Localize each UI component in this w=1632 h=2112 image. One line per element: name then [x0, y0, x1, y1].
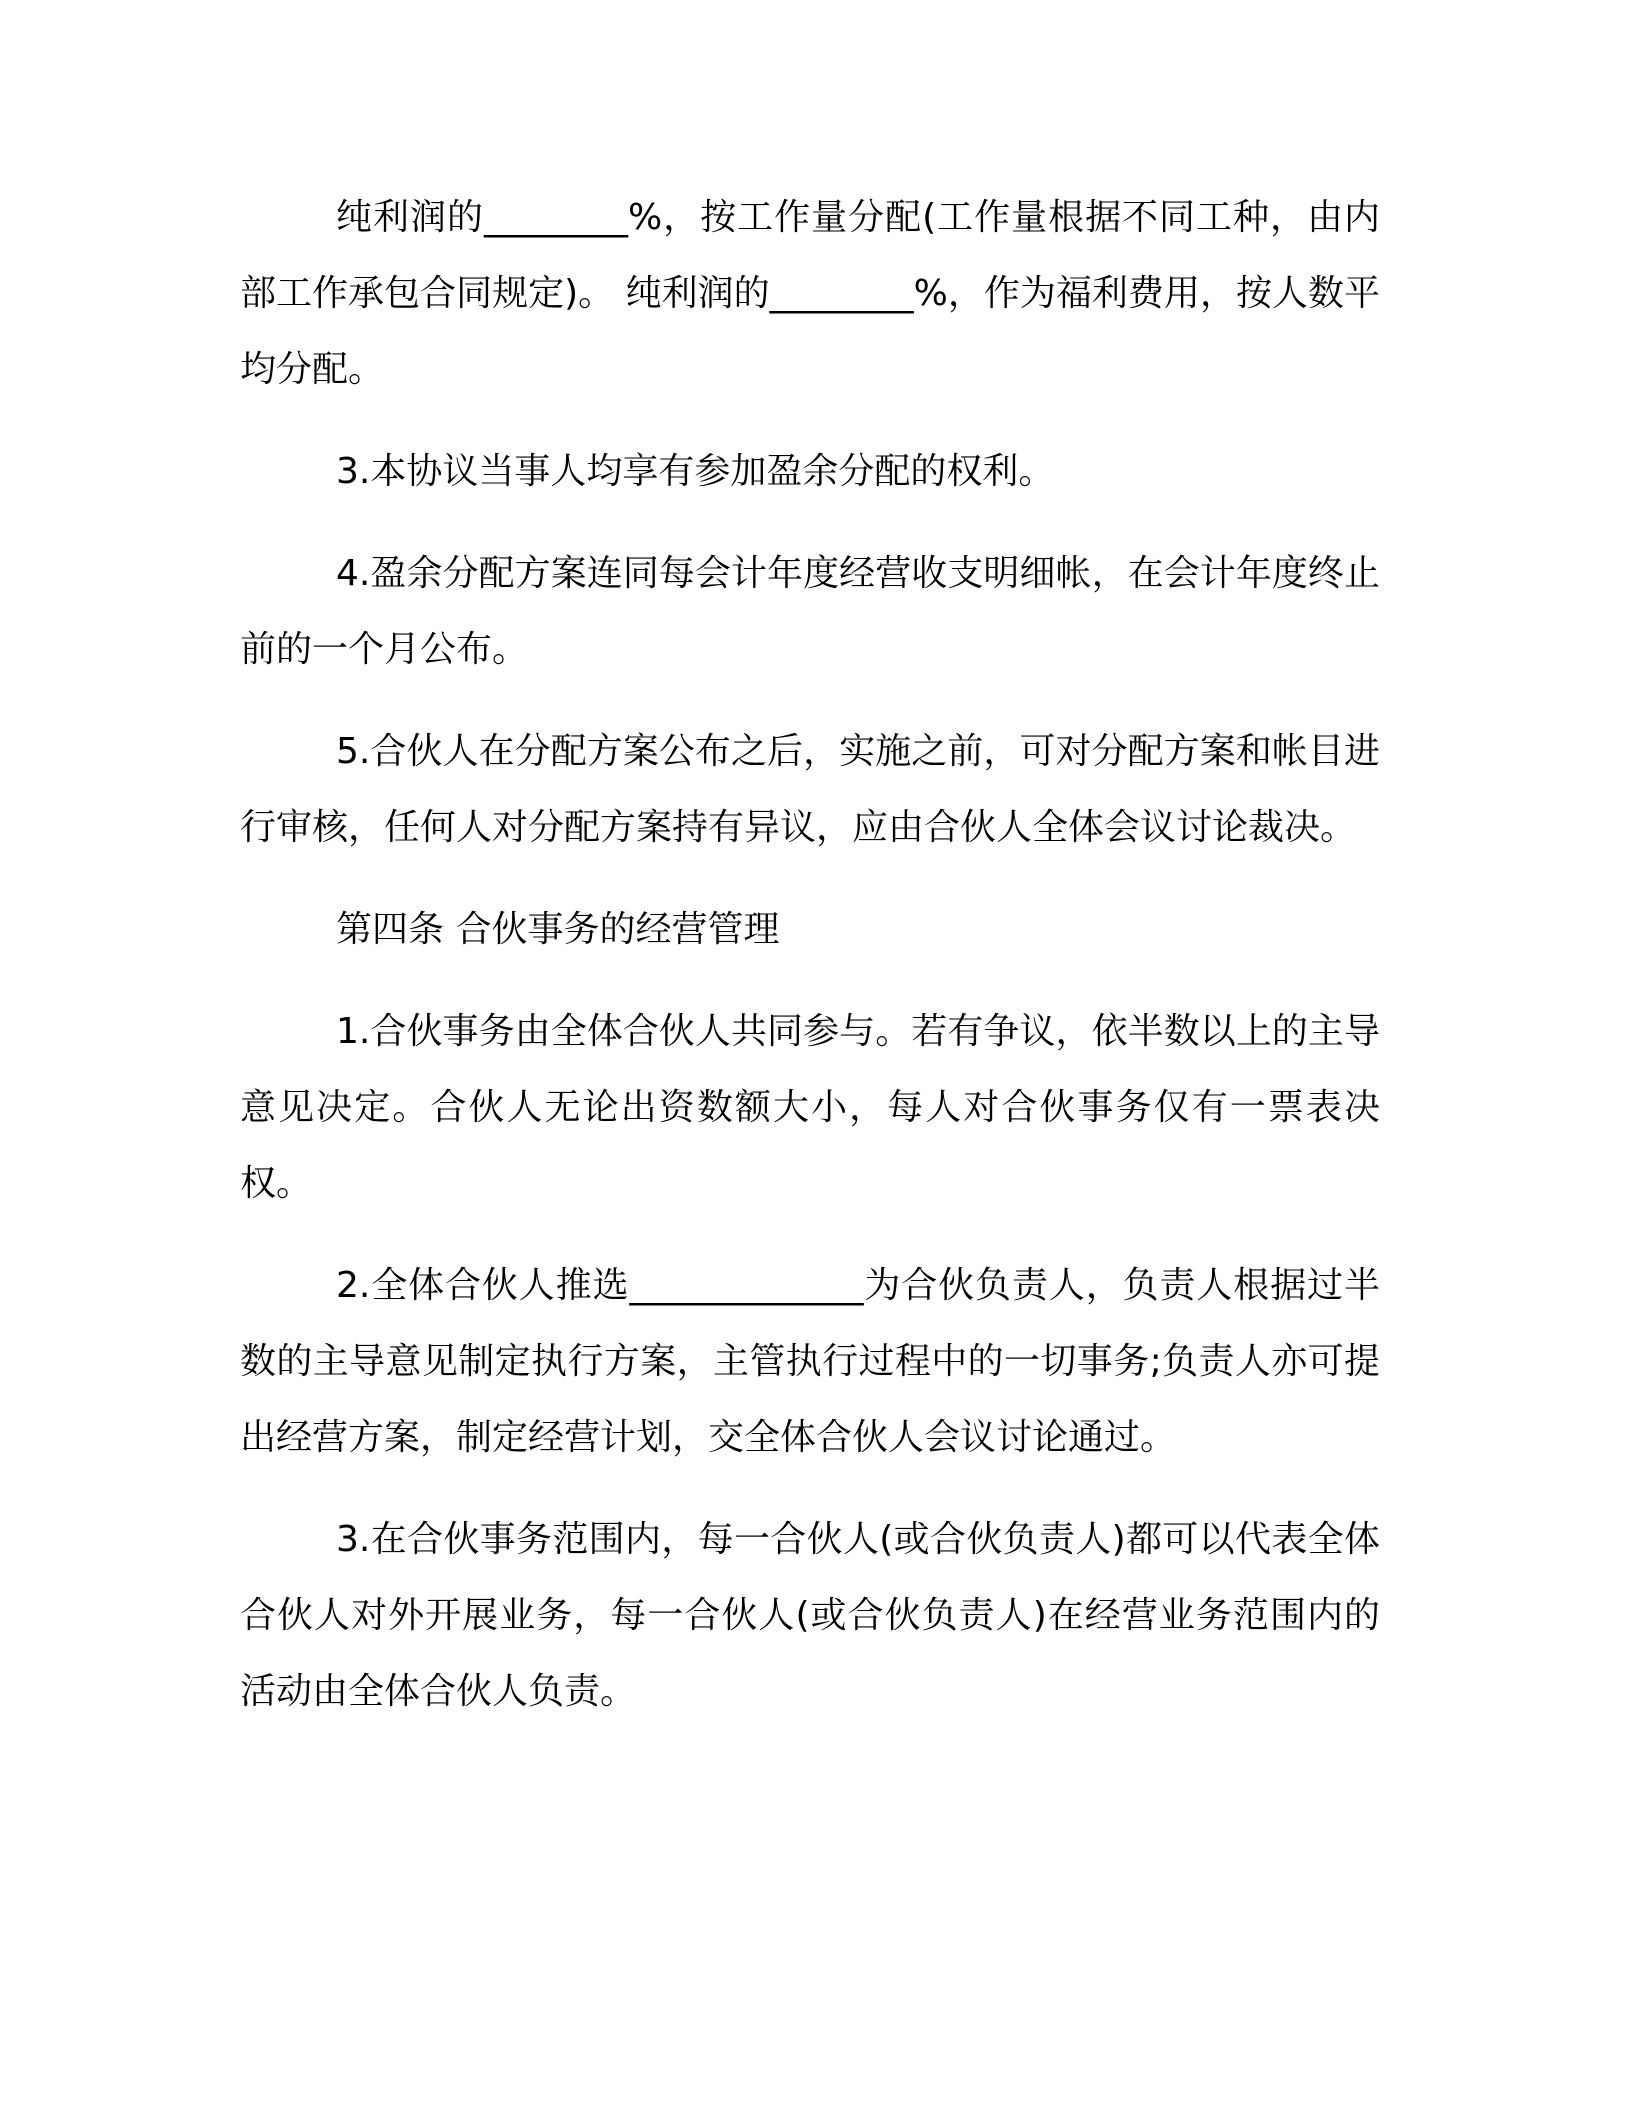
paragraph-item-3-business-representation: 3.在合伙事务范围内，每一合伙人(或合伙负责人)都可以代表全体合伙人对外开展业务，每一合伙人(或合伙负责人)在经营业务范围内的活动由全体合伙人负责。 — [240, 1519, 1380, 1712]
paragraph-item-3-surplus-right: 3.本协议当事人均享有参加盈余分配的权利。 — [336, 451, 1055, 492]
paragraph-item-1-joint-participation: 1.合伙事务由全体合伙人共同参与。若有争议，依半数以上的主导意见决定。合伙人无论出资数额大小，每人对合伙事务仅有一票表决权。 — [240, 1011, 1380, 1204]
paragraph-item-2-partnership-leader: 2.全体合伙人推选_____________为合伙负责人，负责人根据过半数的主导意见制定执行方案，主管执行过程中的一切事务;负责人亦可提出经营方案，制定经营计划，交全体合伙人会议讨论通过。 — [240, 1265, 1380, 1458]
document-body — [240, 180, 1380, 1756]
section-heading-article-4: 第四条 合伙事务的经营管理 — [336, 909, 780, 950]
paragraph-item-5-plan-review: 5.合伙人在分配方案公布之后，实施之前，可对分配方案和帐目进行审核，任何人对分配方案持有异议，应由合伙人全体会议讨论裁决。 — [240, 731, 1380, 848]
paragraph-item-4-plan-publication: 4.盈余分配方案连同每会计年度经营收支明细帐，在会计年度终止前的一个月公布。 — [240, 553, 1380, 670]
paragraph-profit-distribution: 纯利润的________%，按工作量分配(工作量根据不同工种，由内部工作承包合同规定)。 纯利润的________%，作为福利费用，按人数平均分配。 — [240, 197, 1380, 390]
